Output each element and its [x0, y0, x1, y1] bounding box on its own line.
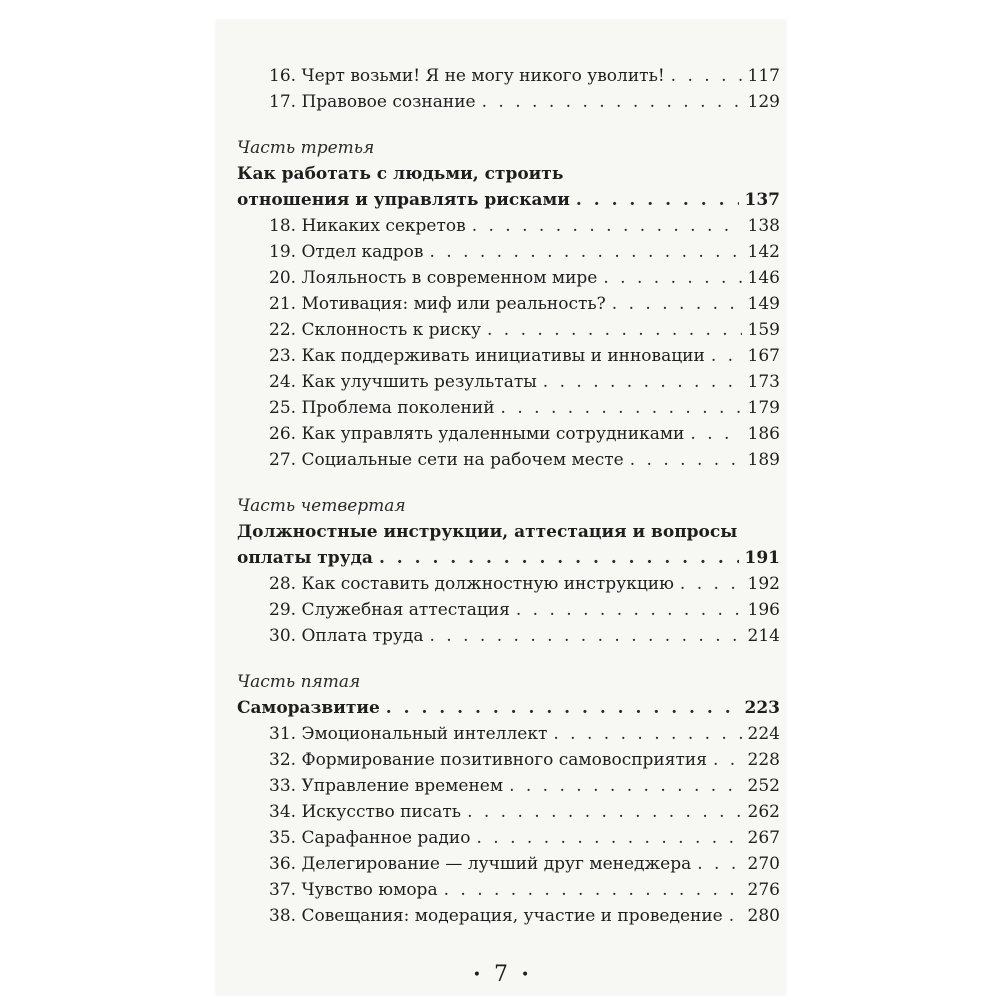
dot-leader: [553, 722, 741, 746]
part-label: Часть четвертая: [237, 496, 406, 516]
chapter-title: [269, 240, 423, 264]
part-heading: [216, 696, 786, 720]
toc-entry: [216, 878, 786, 902]
page-ref: 142: [747, 242, 780, 262]
part-title: оплаты труда: [237, 548, 373, 568]
toc-entry: [216, 292, 786, 316]
chapter-number: 24.: [269, 372, 297, 392]
page-ref: 138: [747, 216, 780, 236]
part-title: Саморазвитие: [237, 698, 380, 718]
folio-bullet-left: •: [472, 967, 481, 983]
toc-entry: [216, 572, 786, 596]
chapter-title-text: Черт возьми! Я не могу никого уволить!: [301, 66, 665, 86]
page-ref: 186: [747, 424, 780, 444]
toc-entry: [216, 852, 786, 876]
part-title-line: Должностные инструкции, аттестация и вопросы: [237, 522, 738, 542]
toc-entry: [216, 344, 786, 368]
page-ref: 267: [747, 828, 780, 848]
dot-leader: [509, 774, 741, 798]
dot-leader: [472, 214, 742, 238]
toc-entry: [216, 318, 786, 342]
page-ref: 159: [747, 320, 780, 340]
chapter-title-text: Формирование позитивного самовосприятия: [301, 750, 707, 770]
chapter-title-text: Мотивация: миф или реальность?: [301, 294, 606, 314]
page-number-value: 7: [494, 962, 508, 987]
chapter-number: 35.: [269, 828, 297, 848]
page-ref: 189: [747, 450, 780, 470]
dot-leader: [603, 266, 741, 290]
dot-leader: [690, 422, 741, 446]
part-title-line: Как работать с людьми, строить: [237, 164, 564, 184]
chapter-number: 23.: [269, 346, 297, 366]
toc-entry: [216, 422, 786, 446]
part-heading: [216, 546, 786, 570]
chapter-title: [269, 370, 537, 394]
toc-entry: [216, 214, 786, 238]
page-ref: 137: [744, 190, 780, 210]
part-label: Часть третья: [237, 138, 375, 158]
chapter-title-text: Склонность к риску: [301, 320, 481, 340]
chapter-title-text: Оплата труда: [301, 626, 424, 646]
chapter-number: 20.: [269, 268, 297, 288]
dot-leader: [697, 852, 741, 876]
dot-leader: [487, 318, 742, 342]
dot-leader: [630, 448, 742, 472]
toc-entry: [216, 448, 786, 472]
page-ref: 270: [747, 854, 780, 874]
dot-leader: [680, 572, 742, 596]
chapter-title-text: Как составить должностную инструкцию: [301, 574, 674, 594]
toc-entry: [216, 748, 786, 772]
toc-entry: [216, 598, 786, 622]
book-page: [216, 20, 786, 995]
dot-leader: [543, 370, 742, 394]
chapter-number: 22.: [269, 320, 297, 340]
page-ref: 146: [747, 268, 780, 288]
chapter-title-text: Совещания: модерация, участие и проведение: [301, 906, 723, 926]
chapter-number: 32.: [269, 750, 297, 770]
page-number: [216, 960, 786, 990]
dot-leader: [713, 748, 742, 772]
chapter-title: [269, 774, 503, 798]
chapter-title: [269, 422, 684, 446]
chapter-title: [269, 800, 461, 824]
page-ref: 276: [747, 880, 780, 900]
chapter-title: [269, 64, 665, 88]
chapter-title: [269, 344, 705, 368]
chapter-title: [269, 878, 438, 902]
toc-entry: [216, 904, 786, 928]
chapter-title-text: Делегирование — лучший друг менеджера: [301, 854, 692, 874]
page-ref: 262: [747, 802, 780, 822]
page-ref: 191: [744, 548, 780, 568]
chapter-title: [269, 598, 510, 622]
page-ref: 196: [747, 600, 780, 620]
dot-leader: [612, 292, 742, 316]
chapter-title: [269, 214, 466, 238]
chapter-number: 17.: [269, 92, 297, 112]
chapter-title-text: Служебная аттестация: [301, 600, 510, 620]
chapter-title: [269, 572, 674, 596]
chapter-number: 18.: [269, 216, 297, 236]
page-ref: 149: [747, 294, 780, 314]
page-ref: 192: [747, 574, 780, 594]
toc-entry: [216, 64, 786, 88]
toc-entry: [216, 396, 786, 420]
page-ref: 117: [747, 66, 780, 86]
chapter-title: [269, 266, 597, 290]
dot-leader: [501, 396, 742, 420]
chapter-title: [269, 90, 476, 114]
page-ref: 224: [747, 724, 780, 744]
chapter-number: 30.: [269, 626, 297, 646]
chapter-number: 37.: [269, 880, 297, 900]
chapter-title: [269, 318, 481, 342]
toc-entry: [216, 266, 786, 290]
chapter-title-text: Искусство писать: [301, 802, 462, 822]
chapter-number: 31.: [269, 724, 297, 744]
dot-leader: [467, 800, 741, 824]
dot-leader: [516, 598, 742, 622]
chapter-number: 19.: [269, 242, 297, 262]
page-ref: 223: [744, 698, 780, 718]
chapter-number: 33.: [269, 776, 297, 796]
page-ref: 129: [747, 92, 780, 112]
toc-entry: [216, 774, 786, 798]
chapter-number: 25.: [269, 398, 297, 418]
chapter-number: 26.: [269, 424, 297, 444]
chapter-title-text: Правовое сознание: [301, 92, 476, 112]
chapter-title: [269, 904, 723, 928]
toc-entry: [216, 240, 786, 264]
chapter-title-text: Как поддерживать инициативы и инновации: [301, 346, 705, 366]
chapter-number: 21.: [269, 294, 297, 314]
page-ref: 173: [747, 372, 780, 392]
page-ref: 280: [747, 906, 780, 926]
dot-leader: [444, 878, 742, 902]
dot-leader: [671, 64, 742, 88]
chapter-number: 38.: [269, 906, 297, 926]
dot-leader: [729, 904, 742, 928]
chapter-title-text: Как улучшить результаты: [301, 372, 537, 392]
dot-leader: [476, 826, 741, 850]
folio-bullet-right: •: [521, 967, 530, 983]
page-ref: 214: [747, 626, 780, 646]
chapter-number: 27.: [269, 450, 297, 470]
chapter-title-text: Как управлять удаленными сотрудниками: [301, 424, 685, 444]
toc-entry: [216, 370, 786, 394]
dot-leader: [386, 696, 739, 720]
chapter-title: [269, 448, 624, 472]
part-title: отношения и управлять рисками: [237, 190, 570, 210]
toc-entry: [216, 722, 786, 746]
chapter-number: 34.: [269, 802, 297, 822]
part-label: Часть пятая: [237, 672, 361, 692]
chapter-title-text: Эмоциональный интеллект: [301, 724, 548, 744]
chapter-title-text: Социальные сети на рабочем месте: [301, 450, 624, 470]
dot-leader: [576, 188, 739, 212]
dot-leader: [379, 546, 739, 570]
chapter-number: 28.: [269, 574, 297, 594]
chapter-title: [269, 722, 547, 746]
page-ref: 252: [747, 776, 780, 796]
dot-leader: [711, 344, 742, 368]
page-ref: 167: [747, 346, 780, 366]
chapter-title: [269, 748, 707, 772]
chapter-title-text: Отдел кадров: [301, 242, 424, 262]
chapter-title-text: Лояльность в современном мире: [301, 268, 598, 288]
chapter-title: [269, 396, 495, 420]
chapter-title: [269, 292, 606, 316]
dot-leader: [482, 90, 742, 114]
part-heading: [216, 188, 786, 212]
toc-entry: [216, 624, 786, 648]
dot-leader: [430, 624, 742, 648]
dot-leader: [429, 240, 741, 264]
toc-entry: [216, 800, 786, 824]
chapter-number: 16.: [269, 66, 297, 86]
chapter-title-text: Сарафанное радио: [301, 828, 471, 848]
chapter-number: 36.: [269, 854, 297, 874]
chapter-title-text: Управление временем: [301, 776, 504, 796]
page-ref: 179: [747, 398, 780, 418]
page-ref: 228: [747, 750, 780, 770]
chapter-title-text: Никаких секретов: [301, 216, 466, 236]
chapter-title: [269, 624, 424, 648]
table-of-contents: [216, 20, 786, 995]
chapter-title-text: Чувство юмора: [301, 880, 438, 900]
chapter-title: [269, 826, 470, 850]
chapter-title: [269, 852, 691, 876]
toc-entry: [216, 826, 786, 850]
chapter-number: 29.: [269, 600, 297, 620]
toc-entry: [216, 90, 786, 114]
chapter-title-text: Проблема поколений: [301, 398, 495, 418]
